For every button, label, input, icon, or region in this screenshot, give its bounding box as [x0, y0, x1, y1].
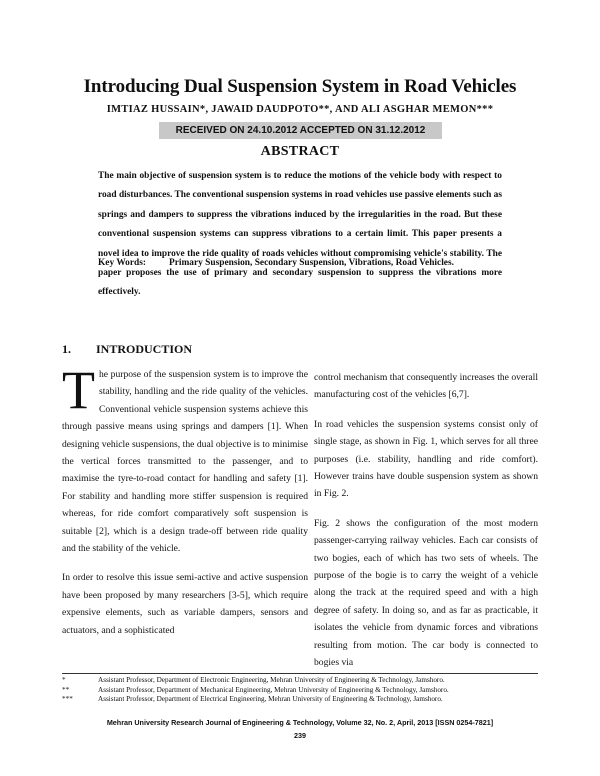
footnote-mark: * [62, 676, 66, 684]
footnote [62, 676, 542, 686]
footnote-text: Assistant Professor, Department of Mechanical Engineering, Mehran University of Engineering & Technology, Jamshoro. [98, 685, 449, 694]
right-paragraph-2: In road vehicles the suspension systems consist only of single stage, as shown in Fig. 1, which serves for all three purposes (i.e. stability, handling and ride comfort). However trains have double suspension system as shown in Fig. 2. [314, 418, 538, 500]
keywords-list: Primary Suspension, Secondary Suspension, Vibrations, Road Vehicles. [169, 258, 454, 268]
abstract-text: The main objective of suspension system is to reduce the motions of the vehicle body with respect to road disturbances. The conventional suspension systems in road vehicles use passive elements such as springs and dampers to suppress the vibrations induced by the irregularities in the road. But these conventional suspension systems can suppress vibrations to a certain limit. This paper presents a novel idea to improve the ride quality of roads vehicles without compromising vehicle's stability. The paper proposes the use of primary and secondary suspension to suppress the vibrations more effectively. [98, 171, 502, 298]
footnote-text: Assistant Professor, Department of Electronic Engineering, Mehran University of Engineering & Technology, Jamshoro. [98, 676, 445, 684]
page-number: 239 [294, 731, 306, 740]
left-column [62, 360, 308, 651]
footnote-mark: ** [62, 685, 70, 694]
drop-cap: T [62, 360, 95, 420]
footnote [62, 686, 542, 696]
journal-citation: Mehran University Research Journal of Engineering & Technology, Volume 32, No. 2, April, 2013 [ISSN 0254-7821] [106, 718, 494, 727]
keywords-line [98, 258, 518, 268]
intro-paragraph-1 [62, 360, 308, 557]
received-dates-banner: RECEIVED ON 24.10.2012 ACCEPTED ON 31.12.2012 [159, 122, 442, 139]
section-heading [62, 342, 192, 357]
right-paragraph-3: Fig. 2 shows the configuration of the most modern passenger-carrying railway vehicles. Each car consists of two bogies, each of which has two sets of wheels. The purpose of the bogie is to carry the weight of a vehicle along the track at the required speed and with a high degree of safety. In doing so, and as far as practicable, it isolates the vehicle from dynamic forces and vibrations resulting from motion. The car body is connected to bogies via [314, 517, 538, 669]
right-paragraph-1: control mechanism that consequently increases the overall manufacturing cost of the vehicles [6,7]. [314, 372, 538, 401]
right-column [314, 369, 538, 684]
author-list: IMTIAZ HUSSAIN*, JAWAID DAUDPOTO**, AND ALI ASGHAR MEMON*** [106, 104, 494, 115]
section-number: 1. [62, 342, 71, 356]
section-title: INTRODUCTION [96, 342, 193, 356]
keywords-label: Key Words: [98, 258, 147, 268]
footnote-text: Assistant Professor, Department of Electrical Engineering, Mehran University of Engineering & Technology, Jamshoro. [98, 695, 443, 704]
abstract-heading: ABSTRACT [260, 144, 340, 159]
footnote [62, 695, 542, 705]
footnote-divider [62, 673, 538, 674]
footnote-mark: *** [62, 695, 73, 704]
paper-title: Introducing Dual Suspension System in Road Vehicles [83, 76, 517, 97]
intro-paragraph-1-text: he purpose of the suspension system is to improve the stability, handling and the ride quality of the vehicles. Conventional vehicle suspension systems achieve this through passive means using springs and dampers [1]. When designing vehicle suspensions, the dual objective is to minimise the vertical forces transmitted to the passenger, and to maximise the tyre-to-road contact for handling and safety [1]. For stability and handling more stiffer suspension is required whereas, for ride comfort comparatively soft suspension is suitable [2], which is a design trade-off between ride quality and the stability of the vehicle. [62, 369, 308, 555]
intro-paragraph-2: In order to resolve this issue semi-active and active suspension have been proposed by many researchers [3-5], which require expensive elements, such as variable dampers, sensors and actuators, and a sophisticated [62, 572, 308, 636]
footnotes [62, 676, 542, 705]
